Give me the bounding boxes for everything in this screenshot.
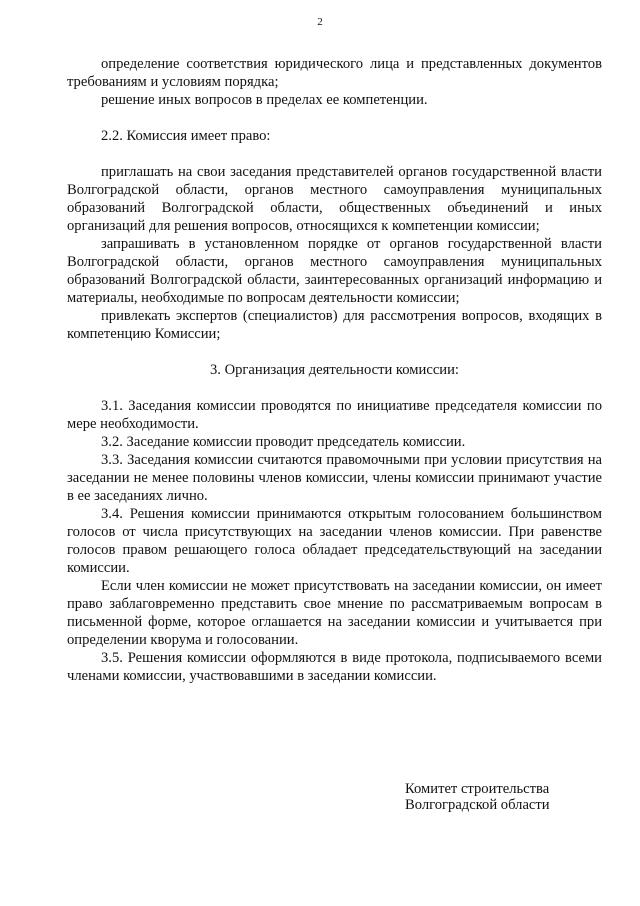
clause-3-5: 3.5. Решения комиссии оформляются в виде протокола, подписываемого всеми членами комиссии, участвовавшими в заседании комиссии. [67, 650, 602, 684]
clause-3-4: 3.4. Решения комиссии принимаются открытым голосованием большинством голосов от числа присутствующих на заседании членов комиссии. При равенстве голосов правом решающего голоса обладает председательствующий на заседании комиссии. [67, 506, 602, 576]
section-2-2-title: 2.2. Комиссия имеет право: [101, 128, 271, 144]
document-body [67, 55, 602, 685]
signature-line-2: Волгоградской области [405, 797, 550, 813]
signature-line-1: Комитет строительства [405, 781, 550, 797]
section-3-heading: 3. Организация деятельности комиссии: [210, 362, 459, 378]
clause-3-4-absent-member: Если член комиссии не может присутствовать на заседании комиссии, он имеет право заблаговременно представить свое мнение по рассматриваемым вопросам в письменной форме, которое оглашается на заседании комиссии и учитывается при определении кворума и голосовании. [67, 578, 602, 648]
right-request: запрашивать в установленном порядке от органов государственной власти Волгоградской области, органов местного самоуправления муниципальных образований Волгоградской области, заинтересованных организаций информацию и материалы, необходимые по вопросам деятельности комиссии; [67, 236, 602, 306]
clause-3-2: 3.2. Заседание комиссии проводит председатель комиссии. [101, 434, 466, 450]
right-invite: приглашать на свои заседания представителей органов государственной власти Волгоградской области, органов местного самоуправления муниципальных образований Волгоградской области, общественных объединений и иных организаций для решения вопросов, относящихся к компетенции комиссии; [67, 164, 602, 234]
spacer [67, 343, 602, 361]
right-experts: привлекать экспертов (специалистов) для рассмотрения вопросов, входящих в компетенцию Комиссии; [67, 308, 602, 342]
spacer [67, 379, 602, 397]
clause-3-3: 3.3. Заседания комиссии считаются правомочными при условии присутствия на заседании не менее половины членов комиссии, члены комиссии принимают участие в ее заседаниях лично. [67, 452, 602, 504]
clause-3-1: 3.1. Заседания комиссии проводятся по инициативе председателя комиссии по мере необходимости. [67, 398, 602, 432]
signature-block [405, 781, 550, 813]
page-number: 2 [317, 16, 323, 28]
paragraph-other-questions: решение иных вопросов в пределах ее компетенции. [101, 92, 428, 108]
spacer [67, 109, 602, 127]
spacer [67, 145, 602, 163]
paragraph-conformity-check: определение соответствия юридического лица и представленных документов требованиям и условиям порядка; [67, 56, 602, 90]
